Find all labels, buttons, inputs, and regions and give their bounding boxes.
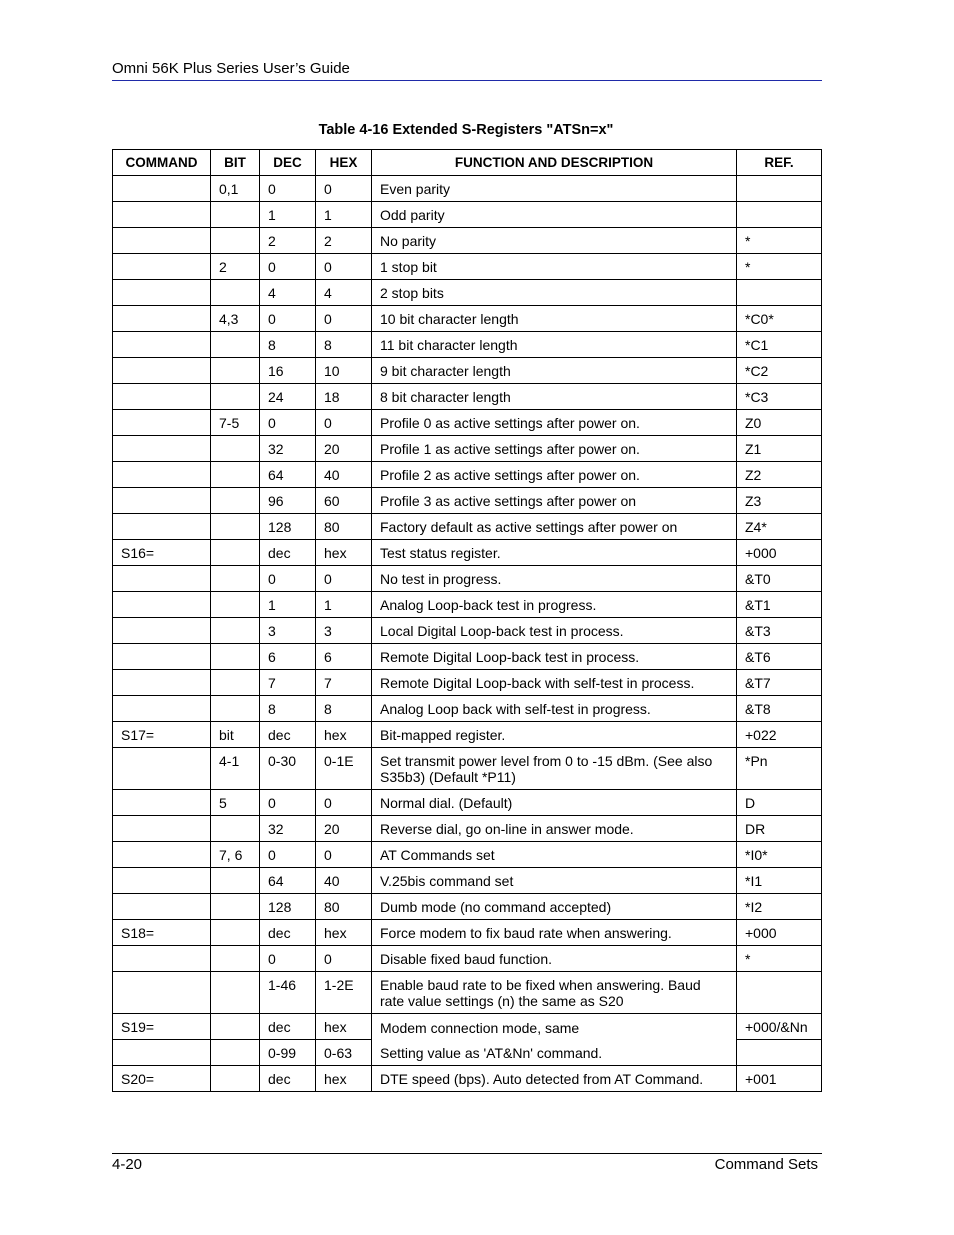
command-cell bbox=[113, 1040, 211, 1066]
hex-cell: 1 bbox=[316, 592, 372, 618]
ref-cell: Z2 bbox=[737, 462, 822, 488]
dec-cell: 0 bbox=[260, 254, 316, 280]
bit-cell bbox=[211, 592, 260, 618]
command-cell bbox=[113, 592, 211, 618]
ref-cell: D bbox=[737, 790, 822, 816]
ref-cell: * bbox=[737, 946, 822, 972]
command-cell bbox=[113, 868, 211, 894]
description-line: Setting value as 'AT&Nn' command. bbox=[380, 1044, 603, 1061]
dec-cell: 1 bbox=[260, 592, 316, 618]
bit-cell bbox=[211, 1014, 260, 1040]
table-row bbox=[113, 176, 822, 202]
hex-cell: hex bbox=[316, 920, 372, 946]
description-cell: V.25bis command set bbox=[372, 868, 737, 894]
ref-cell: Z1 bbox=[737, 436, 822, 462]
command-cell bbox=[113, 228, 211, 254]
hex-cell: 0 bbox=[316, 254, 372, 280]
ref-cell bbox=[737, 972, 822, 1014]
ref-cell: &T8 bbox=[737, 696, 822, 722]
s-registers-table bbox=[112, 149, 822, 1092]
hex-cell: 0 bbox=[316, 946, 372, 972]
command-cell bbox=[113, 946, 211, 972]
description-cell: No parity bbox=[372, 228, 737, 254]
table-row bbox=[113, 670, 822, 696]
ref-cell: Z4* bbox=[737, 514, 822, 540]
hex-cell: 80 bbox=[316, 514, 372, 540]
command-cell bbox=[113, 514, 211, 540]
bit-cell bbox=[211, 228, 260, 254]
bit-cell bbox=[211, 972, 260, 1014]
column-header-function-description: FUNCTION AND DESCRIPTION bbox=[372, 150, 737, 176]
ref-cell: &T0 bbox=[737, 566, 822, 592]
ref-cell bbox=[737, 176, 822, 202]
column-header-dec: DEC bbox=[260, 150, 316, 176]
command-cell bbox=[113, 280, 211, 306]
ref-cell: *I2 bbox=[737, 894, 822, 920]
description-cell: Analog Loop-back test in progress. bbox=[372, 592, 737, 618]
description-cell: 11 bit character length bbox=[372, 332, 737, 358]
dec-cell: 8 bbox=[260, 332, 316, 358]
description-cell: Analog Loop back with self-test in progress. bbox=[372, 696, 737, 722]
hex-cell: 0 bbox=[316, 410, 372, 436]
table-caption: Table 4-16 Extended S-Registers "ATSn=x" bbox=[318, 122, 614, 138]
bit-cell: bit bbox=[211, 722, 260, 748]
description-cell: 10 bit character length bbox=[372, 306, 737, 332]
ref-cell: &T3 bbox=[737, 618, 822, 644]
ref-cell: +000/&Nn bbox=[737, 1014, 822, 1040]
table-row bbox=[113, 644, 822, 670]
bit-cell bbox=[211, 566, 260, 592]
table-row bbox=[113, 790, 822, 816]
bit-cell bbox=[211, 894, 260, 920]
hex-cell: 3 bbox=[316, 618, 372, 644]
bit-cell bbox=[211, 462, 260, 488]
table-row bbox=[113, 748, 822, 790]
command-cell: S18= bbox=[113, 920, 211, 946]
description-cell: AT Commands set bbox=[372, 842, 737, 868]
dec-cell: 0-99 bbox=[260, 1040, 316, 1066]
command-cell bbox=[113, 176, 211, 202]
dec-cell: 3 bbox=[260, 618, 316, 644]
ref-cell: &T6 bbox=[737, 644, 822, 670]
dec-cell: 64 bbox=[260, 462, 316, 488]
description-cell: Profile 1 as active settings after power on. bbox=[372, 436, 737, 462]
command-cell bbox=[113, 462, 211, 488]
bit-cell bbox=[211, 332, 260, 358]
table-row bbox=[113, 868, 822, 894]
table-row bbox=[113, 332, 822, 358]
hex-cell: hex bbox=[316, 540, 372, 566]
description-cell: Remote Digital Loop-back with self-test in process. bbox=[372, 670, 737, 696]
command-cell: S20= bbox=[113, 1066, 211, 1092]
hex-cell: 80 bbox=[316, 894, 372, 920]
dec-cell: 1-46 bbox=[260, 972, 316, 1014]
hex-cell: hex bbox=[316, 722, 372, 748]
footer-section-name: Command Sets bbox=[714, 1156, 818, 1173]
ref-cell: * bbox=[737, 228, 822, 254]
bit-cell bbox=[211, 540, 260, 566]
ref-cell: *Pn bbox=[737, 748, 822, 790]
bit-cell bbox=[211, 670, 260, 696]
ref-cell bbox=[737, 1040, 822, 1066]
command-cell bbox=[113, 696, 211, 722]
ref-cell: &T7 bbox=[737, 670, 822, 696]
footer-rule bbox=[112, 1153, 822, 1154]
hex-cell: 0 bbox=[316, 566, 372, 592]
description-cell: Test status register. bbox=[372, 540, 737, 566]
hex-cell: hex bbox=[316, 1014, 372, 1040]
bit-cell bbox=[211, 1040, 260, 1066]
command-cell bbox=[113, 358, 211, 384]
table-row bbox=[113, 540, 822, 566]
running-header-title: Omni 56K Plus Series User’s Guide bbox=[112, 60, 350, 77]
description-cell: Disable fixed baud function. bbox=[372, 946, 737, 972]
dec-cell: 0 bbox=[260, 306, 316, 332]
table-row bbox=[113, 462, 822, 488]
table-row bbox=[113, 514, 822, 540]
command-cell bbox=[113, 436, 211, 462]
dec-cell: 0 bbox=[260, 790, 316, 816]
description-cell: Dumb mode (no command accepted) bbox=[372, 894, 737, 920]
table-row bbox=[113, 842, 822, 868]
hex-cell: 1 bbox=[316, 202, 372, 228]
description-cell: Odd parity bbox=[372, 202, 737, 228]
description-cell: 9 bit character length bbox=[372, 358, 737, 384]
dec-cell: 24 bbox=[260, 384, 316, 410]
ref-cell: *C1 bbox=[737, 332, 822, 358]
dec-cell: 0 bbox=[260, 946, 316, 972]
dec-cell: 96 bbox=[260, 488, 316, 514]
dec-cell: dec bbox=[260, 540, 316, 566]
dec-cell: dec bbox=[260, 722, 316, 748]
column-header-bit: BIT bbox=[211, 150, 260, 176]
bit-cell bbox=[211, 920, 260, 946]
description-cell: Even parity bbox=[372, 176, 737, 202]
bit-cell bbox=[211, 280, 260, 306]
command-cell bbox=[113, 254, 211, 280]
dec-cell: dec bbox=[260, 1014, 316, 1040]
hex-cell: 0-63 bbox=[316, 1040, 372, 1066]
bit-cell bbox=[211, 358, 260, 384]
dec-cell: 16 bbox=[260, 358, 316, 384]
hex-cell: 8 bbox=[316, 332, 372, 358]
ref-cell: +022 bbox=[737, 722, 822, 748]
table-row bbox=[113, 280, 822, 306]
ref-cell: * bbox=[737, 254, 822, 280]
command-cell bbox=[113, 790, 211, 816]
dec-cell: 32 bbox=[260, 816, 316, 842]
hex-cell: 8 bbox=[316, 696, 372, 722]
ref-cell bbox=[737, 280, 822, 306]
ref-cell: *I0* bbox=[737, 842, 822, 868]
command-cell: S17= bbox=[113, 722, 211, 748]
table-row bbox=[113, 946, 822, 972]
command-cell bbox=[113, 306, 211, 332]
command-cell bbox=[113, 384, 211, 410]
bit-cell: 4,3 bbox=[211, 306, 260, 332]
table-row bbox=[113, 488, 822, 514]
dec-cell: 64 bbox=[260, 868, 316, 894]
description-cell: Bit-mapped register. bbox=[372, 722, 737, 748]
command-cell bbox=[113, 566, 211, 592]
bit-cell bbox=[211, 488, 260, 514]
dec-cell: 8 bbox=[260, 696, 316, 722]
hex-cell: 40 bbox=[316, 868, 372, 894]
ref-cell: +000 bbox=[737, 540, 822, 566]
description-cell: Set transmit power level from 0 to -15 dBm. (See also S35b3) (Default *P11) bbox=[372, 748, 737, 790]
table-row bbox=[113, 384, 822, 410]
ref-cell: *C0* bbox=[737, 306, 822, 332]
column-header-hex: HEX bbox=[316, 150, 372, 176]
table-row bbox=[113, 722, 822, 748]
dec-cell: 6 bbox=[260, 644, 316, 670]
ref-cell: &T1 bbox=[737, 592, 822, 618]
command-cell bbox=[113, 816, 211, 842]
dec-cell: 0 bbox=[260, 842, 316, 868]
command-cell bbox=[113, 670, 211, 696]
command-cell bbox=[113, 332, 211, 358]
table-row bbox=[113, 254, 822, 280]
hex-cell: 18 bbox=[316, 384, 372, 410]
description-cell: Remote Digital Loop-back test in process. bbox=[372, 644, 737, 670]
table-row bbox=[113, 972, 822, 1014]
dec-cell: 4 bbox=[260, 280, 316, 306]
hex-cell: 10 bbox=[316, 358, 372, 384]
hex-cell: 7 bbox=[316, 670, 372, 696]
table-row bbox=[113, 228, 822, 254]
dec-cell: 0 bbox=[260, 410, 316, 436]
description-cell: Factory default as active settings after power on bbox=[372, 514, 737, 540]
table-row bbox=[113, 894, 822, 920]
bit-cell: 7, 6 bbox=[211, 842, 260, 868]
hex-cell: 1-2E bbox=[316, 972, 372, 1014]
bit-cell bbox=[211, 384, 260, 410]
command-cell bbox=[113, 842, 211, 868]
ref-cell: +000 bbox=[737, 920, 822, 946]
description-cell: 2 stop bits bbox=[372, 280, 737, 306]
dec-cell: 0-30 bbox=[260, 748, 316, 790]
dec-cell: 128 bbox=[260, 514, 316, 540]
hex-cell: 0 bbox=[316, 176, 372, 202]
description-cell: Force modem to fix baud rate when answering. bbox=[372, 920, 737, 946]
header-rule bbox=[112, 80, 822, 81]
table-row bbox=[113, 358, 822, 384]
dec-cell: 7 bbox=[260, 670, 316, 696]
ref-cell: Z0 bbox=[737, 410, 822, 436]
ref-cell: DR bbox=[737, 816, 822, 842]
bit-cell: 2 bbox=[211, 254, 260, 280]
bit-cell bbox=[211, 618, 260, 644]
description-cell: 8 bit character length bbox=[372, 384, 737, 410]
description-cell: Profile 0 as active settings after power on. bbox=[372, 410, 737, 436]
hex-cell: 40 bbox=[316, 462, 372, 488]
dec-cell: 0 bbox=[260, 566, 316, 592]
dec-cell: 0 bbox=[260, 176, 316, 202]
hex-cell: 4 bbox=[316, 280, 372, 306]
bit-cell: 0,1 bbox=[211, 176, 260, 202]
page-number: 4-20 bbox=[112, 1156, 143, 1173]
command-cell bbox=[113, 972, 211, 1014]
hex-cell: 60 bbox=[316, 488, 372, 514]
description-cell: Reverse dial, go on-line in answer mode. bbox=[372, 816, 737, 842]
command-cell: S16= bbox=[113, 540, 211, 566]
column-header-command: COMMAND bbox=[113, 150, 211, 176]
description-cell: Profile 3 as active settings after power on bbox=[372, 488, 737, 514]
description-cell: Enable baud rate to be fixed when answering. Baud rate value settings (n) the same as S20 bbox=[372, 972, 737, 1014]
table-header-row bbox=[113, 150, 822, 176]
dec-cell: 2 bbox=[260, 228, 316, 254]
description-cell: No test in progress. bbox=[372, 566, 737, 592]
description-cell: DTE speed (bps). Auto detected from AT Command. bbox=[372, 1066, 737, 1092]
table-row bbox=[113, 1066, 822, 1092]
hex-cell: 0 bbox=[316, 306, 372, 332]
ref-cell: *I1 bbox=[737, 868, 822, 894]
hex-cell: 0 bbox=[316, 842, 372, 868]
hex-cell: 0 bbox=[316, 790, 372, 816]
command-cell bbox=[113, 202, 211, 228]
table-body bbox=[113, 176, 822, 1092]
description-cell: Local Digital Loop-back test in process. bbox=[372, 618, 737, 644]
ref-cell: *C2 bbox=[737, 358, 822, 384]
command-cell bbox=[113, 748, 211, 790]
bit-cell bbox=[211, 696, 260, 722]
table-row bbox=[113, 436, 822, 462]
bit-cell: 4-1 bbox=[211, 748, 260, 790]
bit-cell bbox=[211, 1066, 260, 1092]
table-row bbox=[113, 592, 822, 618]
bit-cell bbox=[211, 946, 260, 972]
bit-cell: 7-5 bbox=[211, 410, 260, 436]
command-cell bbox=[113, 410, 211, 436]
hex-cell: 6 bbox=[316, 644, 372, 670]
bit-cell bbox=[211, 202, 260, 228]
table-row bbox=[113, 306, 822, 332]
dec-cell: dec bbox=[260, 1066, 316, 1092]
description-cell: Profile 2 as active settings after power on. bbox=[372, 462, 737, 488]
table-row bbox=[113, 410, 822, 436]
description-cell bbox=[372, 1014, 737, 1066]
bit-cell bbox=[211, 514, 260, 540]
description-cell: 1 stop bit bbox=[372, 254, 737, 280]
command-cell bbox=[113, 488, 211, 514]
hex-cell: hex bbox=[316, 1066, 372, 1092]
table-row bbox=[113, 920, 822, 946]
bit-cell bbox=[211, 816, 260, 842]
bit-cell bbox=[211, 868, 260, 894]
hex-cell: 2 bbox=[316, 228, 372, 254]
dec-cell: 32 bbox=[260, 436, 316, 462]
table-row bbox=[113, 816, 822, 842]
ref-cell bbox=[737, 202, 822, 228]
ref-cell: +001 bbox=[737, 1066, 822, 1092]
ref-cell: Z3 bbox=[737, 488, 822, 514]
ref-cell: *C3 bbox=[737, 384, 822, 410]
hex-cell: 20 bbox=[316, 436, 372, 462]
table-row bbox=[113, 202, 822, 228]
table-row bbox=[113, 696, 822, 722]
command-cell bbox=[113, 644, 211, 670]
bit-cell: 5 bbox=[211, 790, 260, 816]
dec-cell: dec bbox=[260, 920, 316, 946]
hex-cell: 20 bbox=[316, 816, 372, 842]
description-cell: Normal dial. (Default) bbox=[372, 790, 737, 816]
description-line: Modem connection mode, same bbox=[380, 1019, 580, 1036]
bit-cell bbox=[211, 644, 260, 670]
table-row bbox=[113, 1014, 822, 1040]
hex-cell: 0-1E bbox=[316, 748, 372, 790]
bit-cell bbox=[211, 436, 260, 462]
dec-cell: 128 bbox=[260, 894, 316, 920]
command-cell bbox=[113, 894, 211, 920]
dec-cell: 1 bbox=[260, 202, 316, 228]
column-header-ref: REF. bbox=[737, 150, 822, 176]
command-cell bbox=[113, 618, 211, 644]
table-row bbox=[113, 566, 822, 592]
command-cell: S19= bbox=[113, 1014, 211, 1040]
table-row bbox=[113, 618, 822, 644]
